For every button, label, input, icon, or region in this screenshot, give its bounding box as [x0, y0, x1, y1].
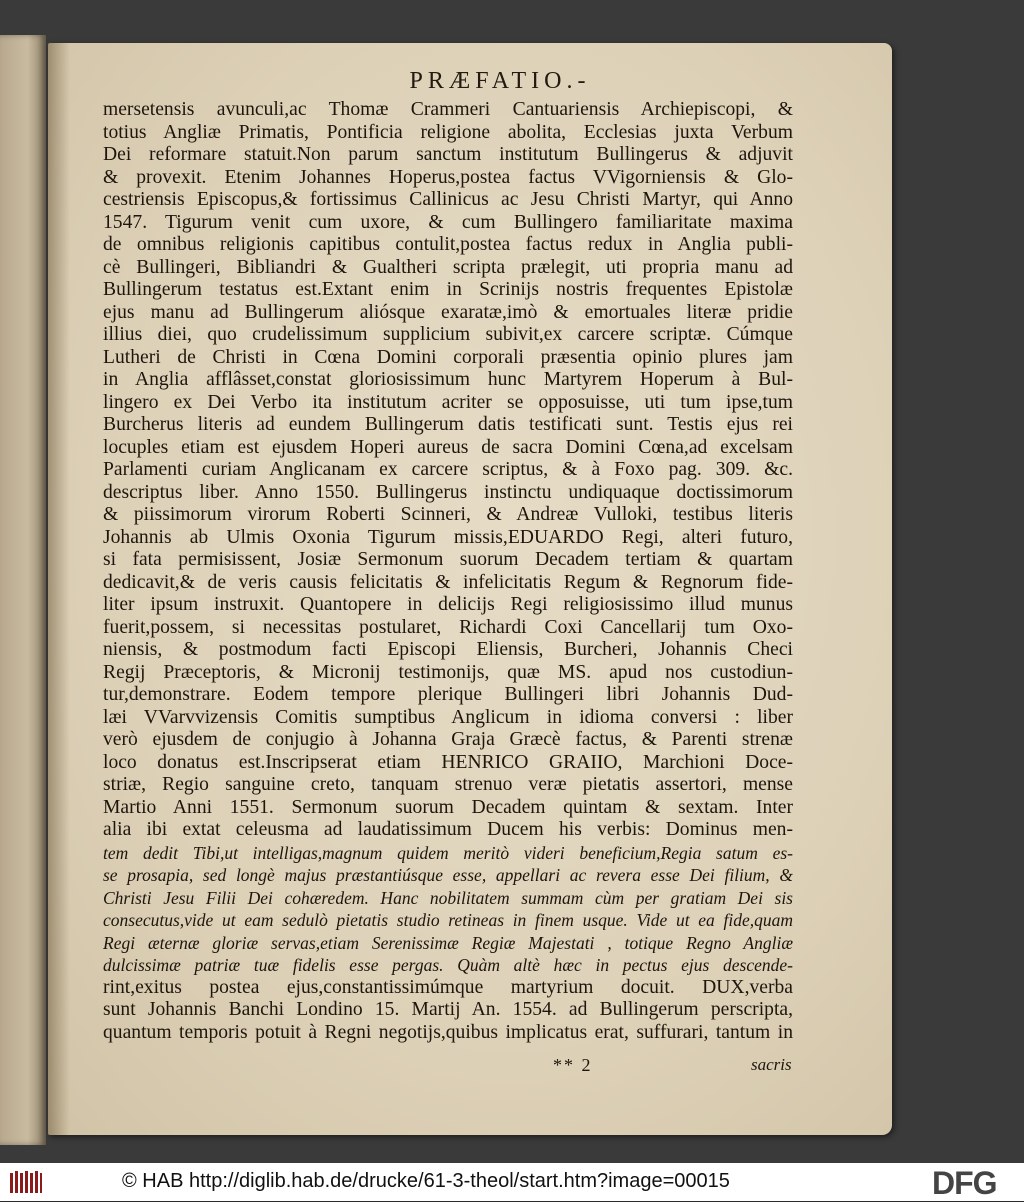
- text-line: Dei reformare statuit.Non parum sanctum institutum Bullingerus & adjuvit: [103, 144, 793, 165]
- text-line: descriptus liber. Anno 1550. Bullingerus instinctu undiquaque doctissimorum: [103, 481, 793, 503]
- text-line: Johannis ab Ulmis Oxonia Tigurum missis,EDUARDO Regi, alteri futuro,: [103, 526, 793, 548]
- text-line: lingero ex Dei Verbo ita institutum acriter se opposuisse, uti tum ipse,tum: [103, 391, 793, 413]
- text-line: tem dedit Tibi,ut intelligas,magnum quidem meritò videri beneficium,Regia satum es-: [103, 842, 793, 863]
- text-line: locuples etiam est ejusdem Hoperi aureus de sacra Domini Cœna,ad excelsam: [103, 436, 793, 458]
- text-line: Parlamenti curiam Anglicanam ex carcere scriptus, & à Foxo pag. 309. &c.: [103, 459, 793, 480]
- text-line: loco donatus est.Inscripserat etiam HENRICO GRAIIO, Marchioni Doce-: [103, 751, 793, 773]
- signature-mark: ** 2: [553, 1055, 593, 1075]
- text-line: Burcherus literis ad eundem Bullingerum datis testificati sunt. Testis ejus rei: [103, 414, 793, 435]
- copyright-link[interactable]: © HAB http://diglib.hab.de/drucke/61-3-theol/start.htm?image=00015: [122, 1170, 730, 1192]
- text-line: 1547. Tigurum venit cum uxore, & cum Bullingero familiaritate maxima: [103, 211, 793, 233]
- text-line: fuerit,possem, si necessitas postularet, Richardi Coxi Cancellarij tum Oxo-: [103, 616, 793, 638]
- text-line: verò ejusdem de conjugio à Johanna Graja Græcè factus, & Parenti strenæ: [103, 729, 793, 750]
- text-line: Lutheri de Christi in Cœna Domini corporali præsentia opinio plures jam: [103, 346, 793, 368]
- text-line: & provexit. Etenim Johannes Hoperus,postea factus VVigorniensis & Glo-: [103, 166, 793, 188]
- catchword: sacris: [751, 1055, 792, 1074]
- text-line: mersetensis avunculi,ac Thomæ Crammeri Cantuariensis Archiepiscopi, &: [103, 99, 793, 120]
- text-line: Christi Jesu Filii Dei cohæredem. Hanc nobilitatem summam cùm per gratiam Dei sis: [103, 887, 793, 908]
- text-line: liter ipsum instruxit. Quantopere in delicijs Regi religiosissimo illud munus: [103, 594, 793, 615]
- text-line: niensis, & postmodum facti Episcopi Eliensis, Burcheri, Johannis Checi: [103, 639, 793, 660]
- page-body-text: [103, 99, 793, 1044]
- text-line: cestriensis Episcopus,& fortissimus Callinicus ac Jesu Christi Martyr, qui Anno: [103, 189, 793, 210]
- text-line: consecutus,vide ut eam sedulò pietatis studio retineas in finem usque. Vide ut ea fide,quam: [103, 910, 793, 930]
- text-line: & piissimorum virorum Roberti Scinneri, & Andreæ Vulloki, testibus literis: [103, 504, 793, 525]
- text-line: læi VVarvvizensis Comitis sumptibus Anglicum in idioma conversi : liber: [103, 706, 793, 728]
- text-line: dedicavit,& de veris causis felicitatis & infelicitatis Regum & Regnorum fide-: [103, 571, 793, 593]
- text-line: Bullingerum testatus est.Extant enim in Scrinijs nostris frequentes Epistolæ: [103, 279, 793, 300]
- text-line: tur,demonstrare. Eodem tempore plerique Bullingeri libri Johannis Dud-: [103, 684, 793, 705]
- text-line: cè Bullingeri, Bibliandri & Gualtheri scripta prælegit, uti propria manu ad: [103, 256, 793, 278]
- hab-library-logo-icon: [8, 1169, 44, 1195]
- text-line: ejus manu ad Bullingerum aliósque exaratæ,imò & emortuales literæ pridie: [103, 301, 793, 323]
- text-line: totius Angliæ Primatis, Pontificia religione abolita, Ecclesias juxta Verbum: [103, 121, 793, 143]
- text-line: quantum temporis potuit à Regni negotijs,quibus implicatus erat, suffurari, tantum in: [103, 1021, 793, 1043]
- text-line: striæ, Regio sanguine creto, tanquam strenuo veræ pietatis assertori, mense: [103, 774, 793, 795]
- text-line: si fata permisissent, Josiæ Sermonum suorum Decadem tertiam & quartam: [103, 549, 793, 570]
- previous-page-edge: [0, 35, 46, 1145]
- text-line: rint,exitus postea ejus,constantissimúmque martyrium docuit. DUX,verba: [103, 976, 793, 998]
- page-running-header: PRÆFATIO.-: [409, 68, 591, 94]
- text-line: Regij Præceptoris, & Micronij testimonijs, quæ MS. apud nos custodiun-: [103, 661, 793, 683]
- footer-bar: [0, 1163, 1024, 1201]
- text-line: sunt Johannis Banchi Londino 15. Martij An. 1554. ad Bullingerum perscripta,: [103, 999, 793, 1020]
- text-line: in Anglia afflâsset,constat gloriosissimum hunc Martyrem Hoperum à Bul-: [103, 369, 793, 390]
- dfg-logo: DFG: [932, 1165, 997, 1201]
- text-line: se prosapia, sed longè majus præstantiúsque esse, appellari ac revera esse Dei filium, &: [103, 865, 793, 885]
- text-line: dulcissimæ patriæ tuæ fidelis esse pergas. Quàm altè hæc in pectus ejus descende-: [103, 955, 793, 975]
- text-line: de omnibus religionis capitibus contulit,postea factus redux in Anglia publi-: [103, 234, 793, 255]
- text-line: Regi æternæ gloriæ servas,etiam Serenissimæ Regiæ Majestati , totique Regno Angliæ: [103, 932, 793, 953]
- text-line: alia ibi extat celeusma ad laudatissimum Ducem his verbis: Dominus men-: [103, 819, 793, 840]
- text-line: Martio Anni 1551. Sermonum suorum Decadem quintam & sextam. Inter: [103, 796, 793, 818]
- page-gutter-shadow: [48, 43, 70, 1135]
- book-page: [48, 43, 892, 1135]
- text-line: illius diei, quo crudelissimum supplicium subivit,ex carcere scriptæ. Cúmque: [103, 324, 793, 345]
